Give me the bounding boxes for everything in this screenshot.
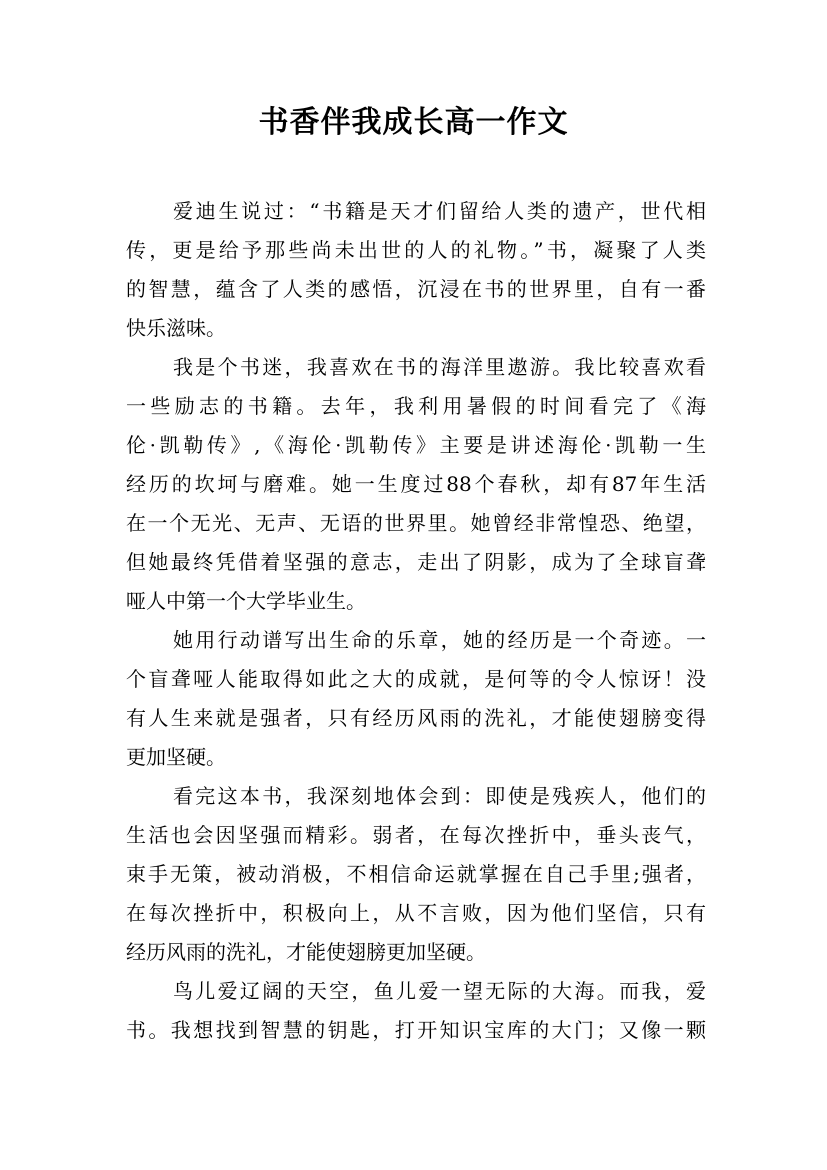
paragraph-line: 传，更是给予那些尚未出世的人的礼物。”书，凝聚了人类 [126, 238, 706, 262]
paragraph-4 [126, 777, 706, 972]
paragraph-line: 经历风雨的洗礼，才能使翅膀更加坚硬。 [126, 940, 486, 964]
document-title: 书香伴我成长高一作文 [258, 105, 569, 140]
paragraph-1 [126, 192, 706, 348]
paragraph-line: 她用行动谱写出生命的乐章，她的经历是一个奇迹。一 [173, 628, 706, 652]
paragraph-line: 快乐滋味。 [126, 316, 226, 340]
paragraph-line: 鸟儿爱辽阔的天空，鱼儿爱一望无际的大海。而我，爱 [173, 979, 706, 1003]
paragraph-line: 束手无策，被动消极，不相信命运就掌握在自己手里;强者， [126, 862, 706, 886]
paragraph-line: 但她最终凭借着坚强的意志，走出了阴影，成为了全球盲聋 [126, 550, 706, 574]
paragraph-line: 伦·凯勒传》,《海伦·凯勒传》主要是讲述海伦·凯勒一生 [126, 433, 706, 457]
paragraph-3 [126, 621, 706, 777]
paragraph-line: 的智慧，蕴含了人类的感悟，沉浸在书的世界里，自有一番 [126, 277, 706, 301]
paragraph-line: 个盲聋哑人能取得如此之大的成就，是何等的令人惊讶！没 [126, 667, 706, 691]
paragraph-line: 一些励志的书籍。去年，我利用暑假的时间看完了《海 [126, 394, 706, 418]
document-body [126, 192, 706, 1050]
paragraph-2 [126, 348, 706, 621]
paragraph-line: 在每次挫折中，积极向上，从不言败，因为他们坚信，只有 [126, 901, 706, 925]
paragraph-line: 经历的坎坷与磨难。她一生度过88个春秋，却有87年生活 [126, 472, 706, 496]
paragraph-line: 爱迪生说过：“书籍是天才们留给人类的遗产，世代相 [173, 199, 706, 223]
paragraph-line: 看完这本书，我深刻地体会到：即使是残疾人，他们的 [173, 784, 706, 808]
paragraph-5 [126, 972, 706, 1050]
paragraph-line: 哑人中第一个大学毕业生。 [126, 589, 366, 613]
paragraph-line: 我是个书迷，我喜欢在书的海洋里遨游。我比较喜欢看 [173, 355, 706, 379]
paragraph-line: 有人生来就是强者，只有经历风雨的洗礼，才能使翅膀变得 [126, 706, 706, 730]
paragraph-line: 在一个无光、无声、无语的世界里。她曾经非常惶恐、绝望， [126, 511, 706, 535]
paragraph-line: 书。我想找到智慧的钥匙，打开知识宝库的大门；又像一颗 [126, 1018, 706, 1042]
paragraph-line: 生活也会因坚强而精彩。弱者，在每次挫折中，垂头丧气， [126, 823, 706, 847]
paragraph-line: 更加坚硬。 [126, 745, 226, 769]
